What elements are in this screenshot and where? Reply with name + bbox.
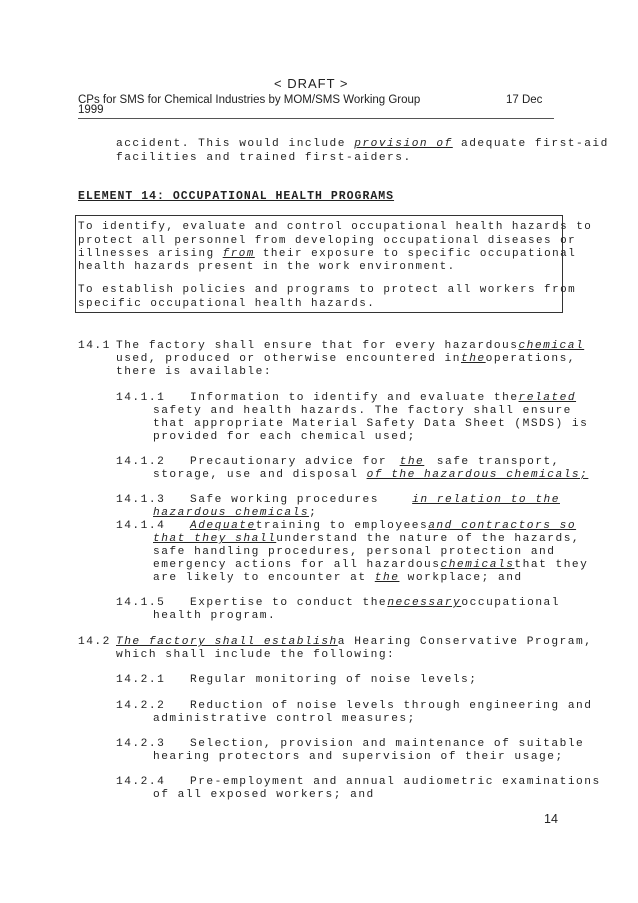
item-14-1-5-line-2: health program. xyxy=(153,610,277,622)
item-number-14-1-4: 14.1.4 xyxy=(116,520,166,532)
objective-line-6: specific occupational health hazards. xyxy=(78,298,376,310)
item-14-1-5-line-1: Expertise to conduct the necessary occupational xyxy=(190,597,560,609)
page-number: 14 xyxy=(544,812,558,826)
item-14-1-1-line-1: Information to identify and evaluate the related xyxy=(190,392,577,404)
draft-label: < DRAFT > xyxy=(274,76,349,91)
objective-line-4: health hazards present in the work environment. xyxy=(78,261,456,273)
item-14-1-1-line-2: safety and health hazards. The factory shall ensure xyxy=(153,405,572,417)
objective-line-3: illnesses arising from their exposure to specific occupational xyxy=(78,248,577,260)
item-14-1-4-line-5: are likely to encounter at the workplace; and xyxy=(153,572,523,584)
objective-line-5: To establish policies and programs to protect all workers from xyxy=(78,284,577,296)
document-date-year: 1999 xyxy=(78,104,104,116)
item-number-14-2: 14.2 xyxy=(78,636,111,648)
item-14-1-4-line-4: emergency actions for all hazardous chemicals that they xyxy=(153,559,589,571)
item-14-1-1-line-4: provided for each chemical used; xyxy=(153,431,416,443)
header-divider xyxy=(78,118,554,119)
item-14-2-line-2: which shall include the following: xyxy=(116,649,396,661)
intro-line-2: facilities and trained first-aiders. xyxy=(116,152,412,164)
item-14-1-3-line-1: Safe working procedures in relation to the xyxy=(190,494,560,506)
objective-line-1: To identify, evaluate and control occupational health hazards to xyxy=(78,221,593,233)
item-14-1-4-line-3: safe handling procedures, personal protection and xyxy=(153,546,556,558)
item-number-14-2-1: 14.2.1 xyxy=(116,674,166,686)
item-number-14-1-5: 14.1.5 xyxy=(116,597,166,609)
item-number-14-2-3: 14.2.3 xyxy=(116,738,166,750)
item-14-2-2-line-1: Reduction of noise levels through engineering and xyxy=(190,700,593,712)
item-14-1-1-line-3: that appropriate Material Safety Data Sheet (MSDS) is xyxy=(153,418,589,430)
item-14-2-1-line-1: Regular monitoring of noise levels; xyxy=(190,674,478,686)
item-14-1-line-1: The factory shall ensure that for every hazardous chemical xyxy=(116,340,585,352)
item-number-14-2-2: 14.2.2 xyxy=(116,700,166,712)
item-14-2-3-line-2: hearing protectors and supervision of their usage; xyxy=(153,751,564,763)
item-14-1-3-line-2: hazardous chemicals; xyxy=(153,507,318,519)
item-14-2-2-line-2: administrative control measures; xyxy=(153,713,416,725)
item-number-14-1-2: 14.1.2 xyxy=(116,456,166,468)
item-14-2-4-line-2: of all exposed workers; and xyxy=(153,789,375,801)
item-number-14-1: 14.1 xyxy=(78,340,111,352)
item-14-2-line-1: The factory shall establish a Hearing Conservative Program, xyxy=(116,636,593,648)
intro-line-1: accident. This would include provision of adequate first-aid xyxy=(116,138,609,150)
element-heading: ELEMENT 14: OCCUPATIONAL HEALTH PROGRAMS xyxy=(78,190,395,203)
item-14-1-2-line-1: Precautionary advice for the safe transport, xyxy=(190,456,560,468)
item-number-14-1-3: 14.1.3 xyxy=(116,494,166,506)
item-14-1-2-line-2: storage, use and disposal of the hazardous chemicals; xyxy=(153,469,589,481)
item-14-1-line-2: used, produced or otherwise encountered in the operations, xyxy=(116,353,576,365)
item-number-14-1-1: 14.1.1 xyxy=(116,392,166,404)
item-14-1-line-3: there is available: xyxy=(116,366,273,378)
document-date-day: 17 Dec xyxy=(506,94,543,106)
item-14-2-3-line-1: Selection, provision and maintenance of suitable xyxy=(190,738,585,750)
item-14-1-4-line-2: that they shall understand the nature of the hazards, xyxy=(153,533,581,545)
document-title: CPs for SMS for Chemical Industries by MOM/SMS Working Group xyxy=(78,94,421,106)
item-14-2-4-line-1: Pre-employment and annual audiometric examinations xyxy=(190,776,601,788)
item-14-1-4-line-1: Adequate training to employees and contractors so xyxy=(190,520,577,532)
item-number-14-2-4: 14.2.4 xyxy=(116,776,166,788)
objective-line-2: protect all personnel from developing occupational diseases or xyxy=(78,235,577,247)
